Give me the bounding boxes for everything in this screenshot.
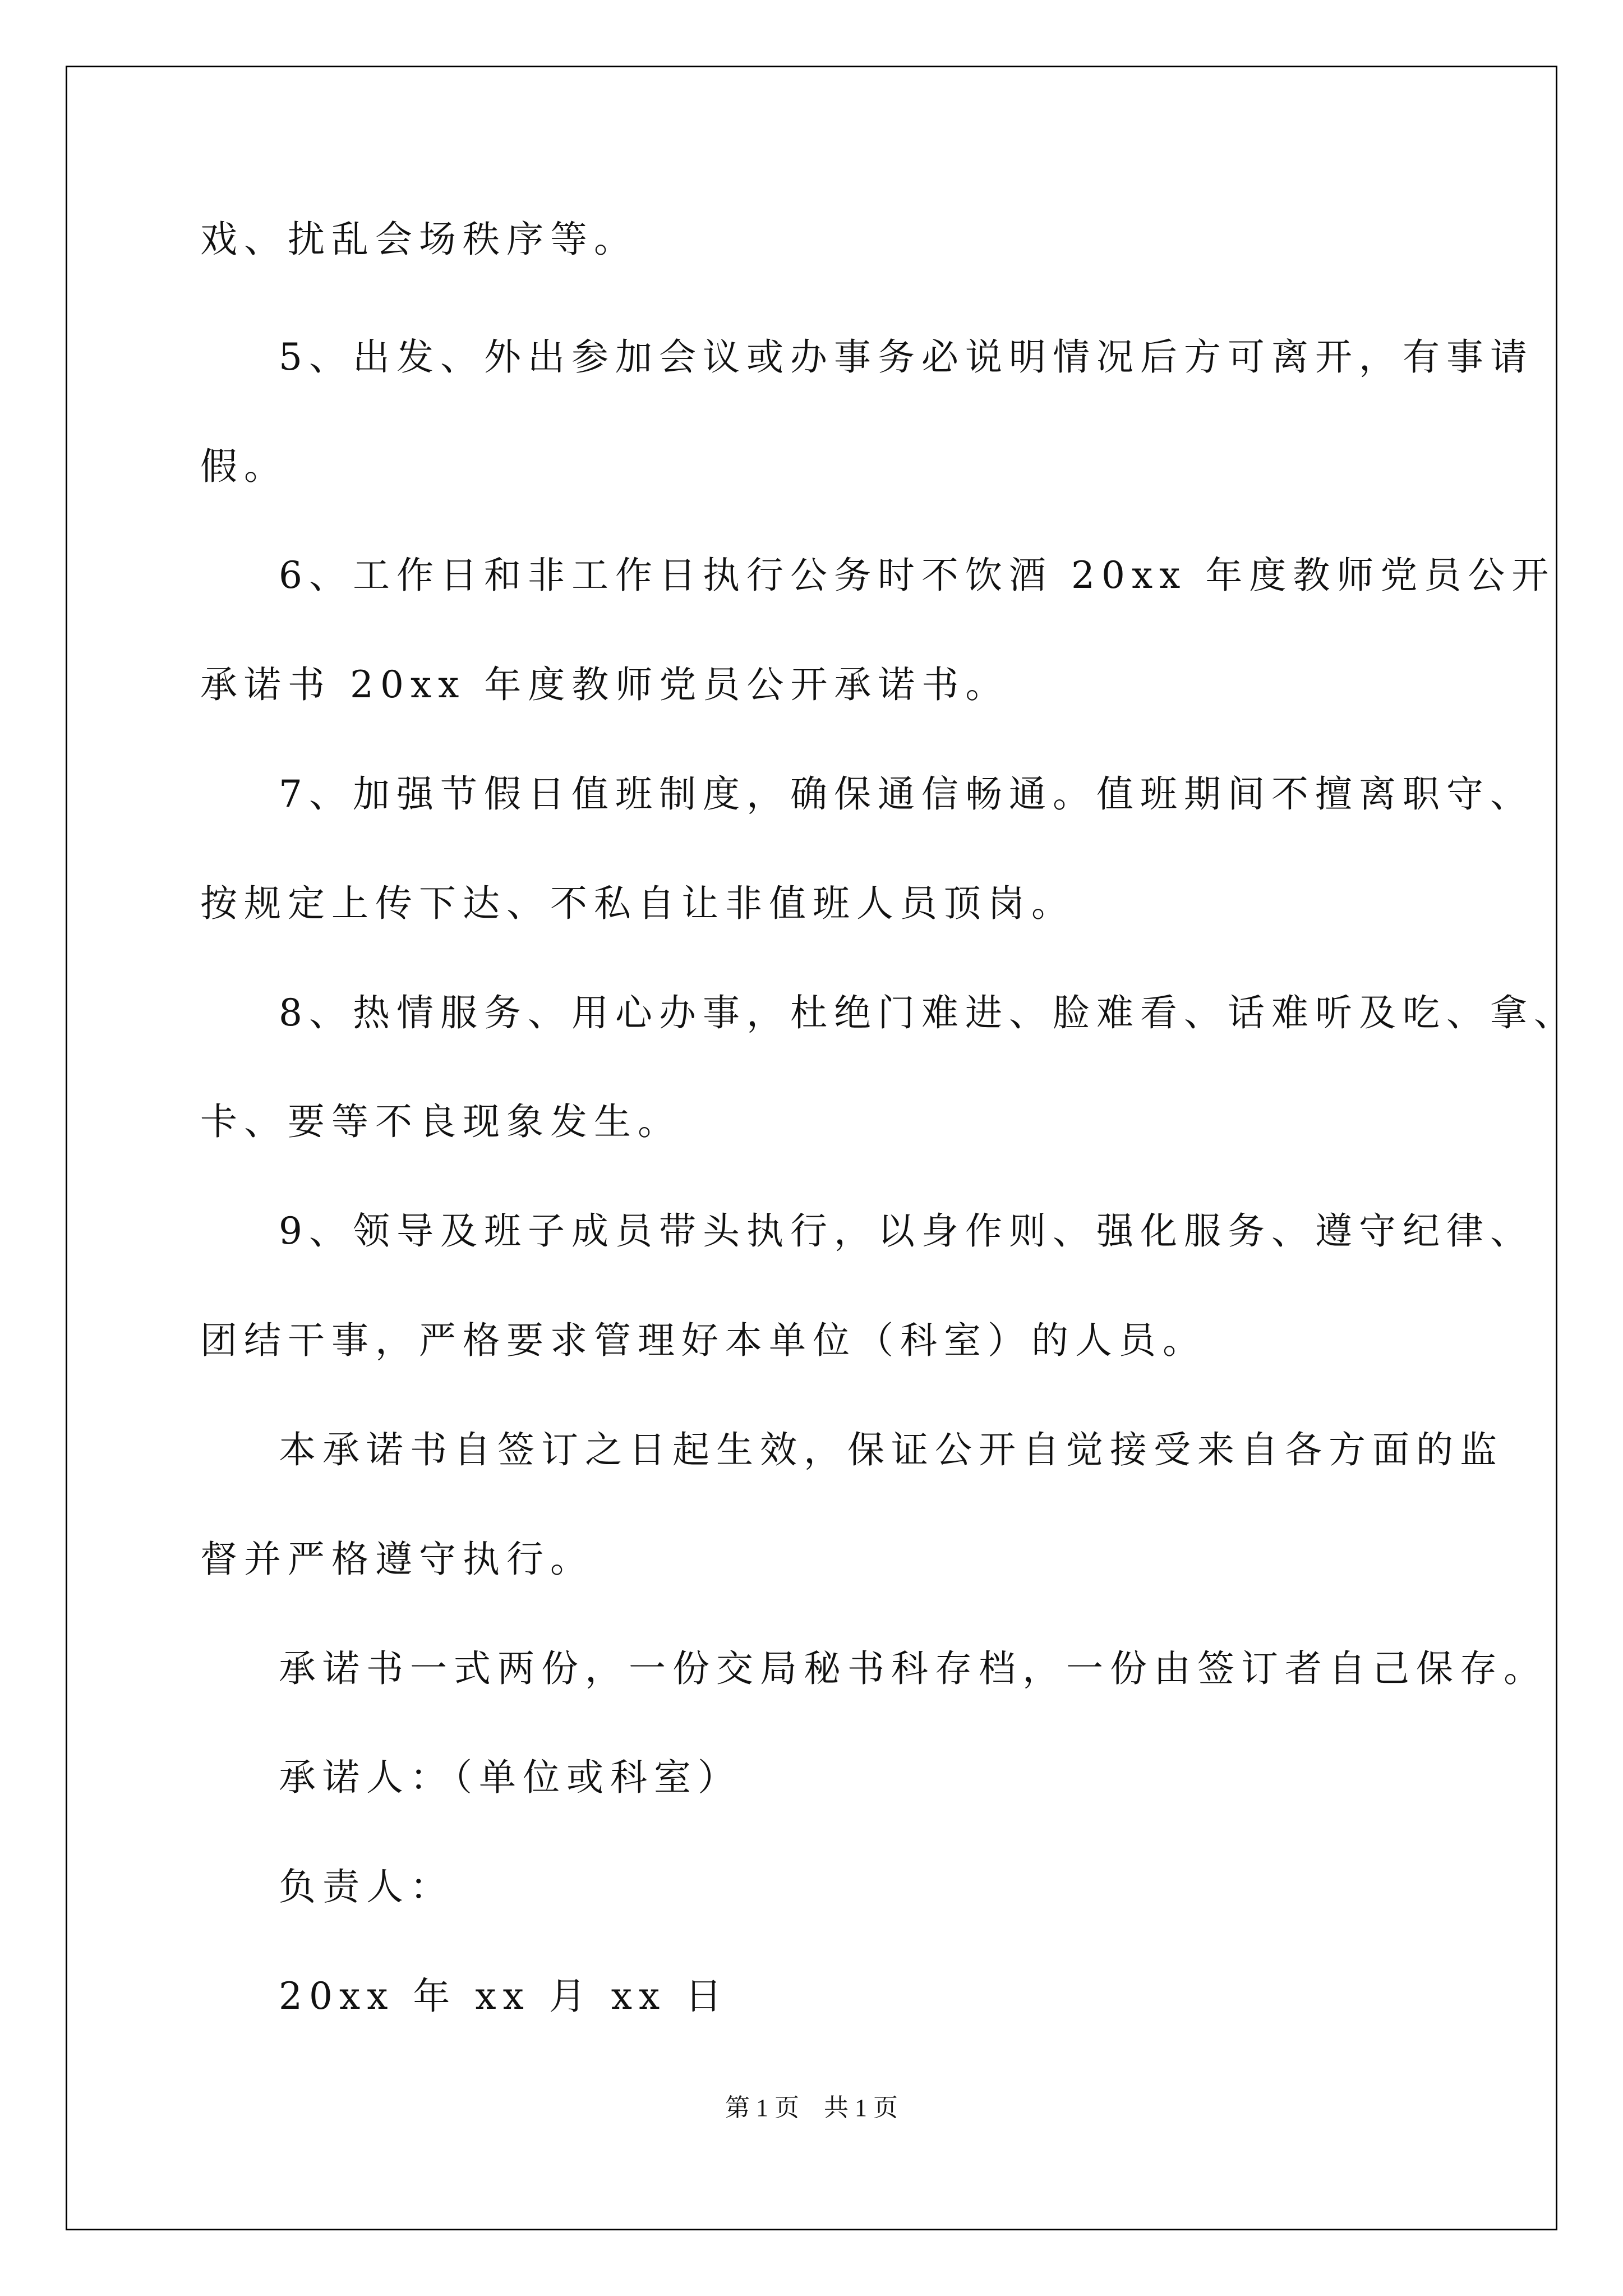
text-line-15: 承诺人：（单位或科室） [279, 1756, 741, 1799]
text-line-11: 团结干事，严格要求管理好本单位（科室）的人员。 [200, 1319, 1206, 1362]
text-line-2: 5、出发、外出参加会议或办事务必说明情况后方可离开，有事请 [279, 335, 1534, 379]
text-line-10: 9、领导及班子成员带头执行，以身作则、强化服务、遵守纪律、 [279, 1209, 1534, 1253]
text-line-7: 按规定上传下达、不私自让非值班人员顶岗。 [200, 882, 1075, 925]
text-line-6: 7、加强节假日值班制度，确保通信畅通。值班期间不擅离职守、 [279, 772, 1534, 816]
text-line-5: 承诺书 20xx 年度教师党员公开承诺书。 [200, 663, 1009, 706]
text-line-17: 20xx 年 xx 月 xx 日 [279, 1975, 729, 2018]
text-line-3: 假。 [200, 445, 288, 488]
text-line-14: 承诺书一式两份，一份交局秘书科存档，一份由签订者自己保存。 [279, 1647, 1547, 1690]
text-line-9: 卡、要等不良现象发生。 [200, 1100, 681, 1143]
page-footer: 第 1 页 共 1 页 [725, 2094, 898, 2122]
text-line-1: 戏、扰乱会场秩序等。 [200, 218, 638, 261]
text-line-12: 本承诺书自签订之日起生效，保证公开自觉接受来自各方面的监 [279, 1428, 1504, 1471]
text-line-13: 督并严格遵守执行。 [200, 1538, 594, 1581]
text-line-8: 8、热情服务、用心办事，杜绝门难进、脸难看、话难听及吃、拿、 [279, 991, 1578, 1034]
text-line-16: 负责人： [279, 1865, 454, 1908]
text-line-4: 6、工作日和非工作日执行公务时不饮酒 20xx 年度教师党员公开 [279, 554, 1556, 597]
